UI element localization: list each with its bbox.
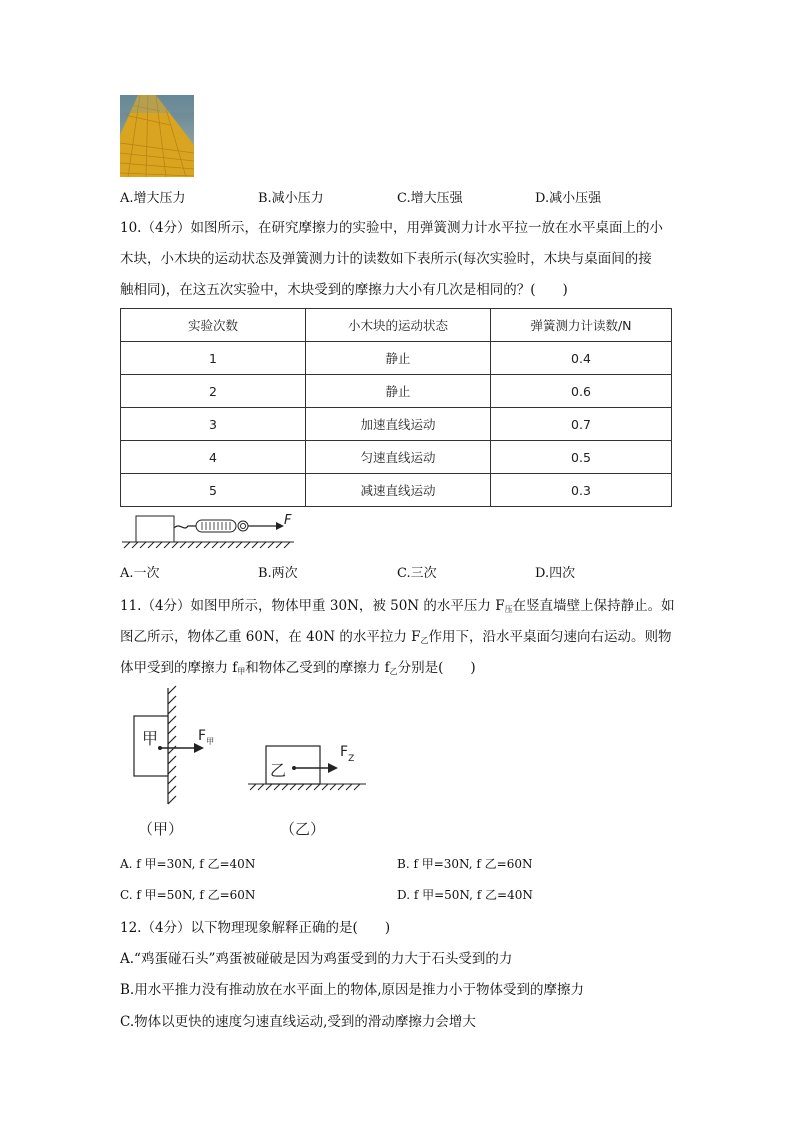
subscript: 乙 xyxy=(420,636,429,645)
table-cell: 5 xyxy=(121,474,306,507)
floor-yi xyxy=(248,784,366,790)
q11-text: 作用下，沿水平桌面匀速向右运动。则物 xyxy=(428,629,672,645)
table-cell: 0.6 xyxy=(491,375,672,408)
table-cell: 静止 xyxy=(306,342,491,375)
q12-option-b: B.用水平推力没有推动放在水平面上的物体,原因是推力小于物体受到的摩擦力 xyxy=(120,982,585,998)
table-cell: 0.7 xyxy=(491,408,672,441)
q11-text: 图乙所示，物体乙重 60N，在 40N 的水平拉力 F xyxy=(120,629,421,645)
q12-stem: 12.（4分）以下物理现象解释正确的是( ) xyxy=(120,920,391,936)
table-header-cell: 小木块的运动状态 xyxy=(306,309,491,342)
table-cell: 0.3 xyxy=(491,474,672,507)
q11-text: 和物体乙受到的摩擦力 f xyxy=(245,660,390,676)
q11-text: 体甲受到的摩擦力 f xyxy=(120,660,238,676)
force-arrowhead-jia xyxy=(194,743,204,753)
q11-option-c: C. f 甲=50N, f 乙=60N xyxy=(120,888,256,902)
table-row xyxy=(121,408,672,441)
table-cell: 1 xyxy=(121,342,306,375)
q9-option-d: D.减小压强 xyxy=(535,191,602,206)
caption-yi: （乙） xyxy=(280,820,326,838)
table-cell: 2 xyxy=(121,375,306,408)
subscript: 乙 xyxy=(389,667,398,676)
q11-text: 分别是( ) xyxy=(397,660,476,676)
table-cell: 加速直线运动 xyxy=(306,408,491,441)
box-yi-label: 乙 xyxy=(270,761,287,780)
force-label: F xyxy=(284,513,292,528)
q11-stem-line1 xyxy=(120,594,675,615)
q11-stem-line3 xyxy=(120,656,476,677)
q9-option-b: B.减小压力 xyxy=(258,191,324,206)
q11-figure xyxy=(120,684,380,844)
q10-option-d: D.四次 xyxy=(535,566,576,581)
force-jia-sub: 甲 xyxy=(206,737,215,746)
table-cell: 0.5 xyxy=(491,441,672,474)
q10-stem-line3: 触相同)，在这五次实验中，木块受到的摩擦力大小有几次是相同的？( ) xyxy=(120,282,568,298)
caption-jia: （甲） xyxy=(138,820,184,838)
table-cell: 4 xyxy=(121,441,306,474)
q12-option-a: A.“鸡蛋碰石头”鸡蛋被碰破是因为鸡蛋受到的力大于石头受到的力 xyxy=(120,951,513,967)
force-label-jia xyxy=(198,728,214,746)
subscript: 压 xyxy=(504,605,513,614)
spring-scale-figure xyxy=(118,508,298,552)
table-row xyxy=(121,342,672,375)
q11-option-a: A. f 甲=30N, f 乙=40N xyxy=(120,857,256,871)
table-header-cell: 实验次数 xyxy=(121,309,306,342)
table-cell: 匀速直线运动 xyxy=(306,441,491,474)
q11-option-d: D. f 甲=50N, f 乙=40N xyxy=(397,888,533,902)
table-cell: 静止 xyxy=(306,375,491,408)
force-yi-sub: Z xyxy=(348,754,355,764)
q9-option-c: C.增大压强 xyxy=(397,191,463,206)
q10-stem-line2: 木块，小木块的运动状态及弹簧测力计的读数如下表所示(每次实验时，木块与桌面间的接 xyxy=(120,251,652,267)
table-cell: 减速直线运动 xyxy=(306,474,491,507)
spring-scale xyxy=(196,520,248,532)
table-cell: 0.4 xyxy=(491,342,672,375)
table-header-row xyxy=(121,309,672,342)
q11-option-b: B. f 甲=30N, f 乙=60N xyxy=(397,857,533,871)
force-arrowhead xyxy=(276,522,284,530)
ground-hatch xyxy=(122,542,294,548)
tactile-paving-photo xyxy=(120,95,194,177)
q10-option-a: A.一次 xyxy=(120,566,160,581)
q10-stem-line1: 10.（4分）如图所示，在研究摩擦力的实验中，用弹簧测力计水平拉一放在水平桌面上的小 xyxy=(120,220,664,236)
subscript: 甲 xyxy=(237,667,246,676)
force-arrowhead-yi xyxy=(328,763,338,773)
force-yi-letter: F xyxy=(340,744,349,760)
hook xyxy=(174,526,196,528)
q12-option-c: C.物体以更快的速度匀速直线运动,受到的滑动摩擦力会增大 xyxy=(120,1014,476,1030)
wooden-block xyxy=(136,516,174,542)
q10-option-b: B.两次 xyxy=(258,566,298,581)
table-cell: 3 xyxy=(121,408,306,441)
wall-jia xyxy=(168,686,176,804)
q11-stem-line2 xyxy=(120,625,672,646)
q10-option-c: C.三次 xyxy=(397,566,437,581)
q9-option-a: A.增大压力 xyxy=(120,191,186,206)
force-label-yi xyxy=(340,744,354,764)
table-header-cell: 弹簧测力计读数/N xyxy=(491,309,672,342)
q10-data-table xyxy=(120,308,672,507)
table-row xyxy=(121,474,672,507)
q11-text: 在竖直墙壁上保持静止。如 xyxy=(512,598,675,614)
table-row xyxy=(121,441,672,474)
force-jia-letter: F xyxy=(198,728,207,744)
table-row xyxy=(121,375,672,408)
q11-text: 11.（4分）如图甲所示，物体甲重 30N，被 50N 的水平压力 F xyxy=(120,598,505,614)
box-jia-label: 甲 xyxy=(142,729,159,748)
